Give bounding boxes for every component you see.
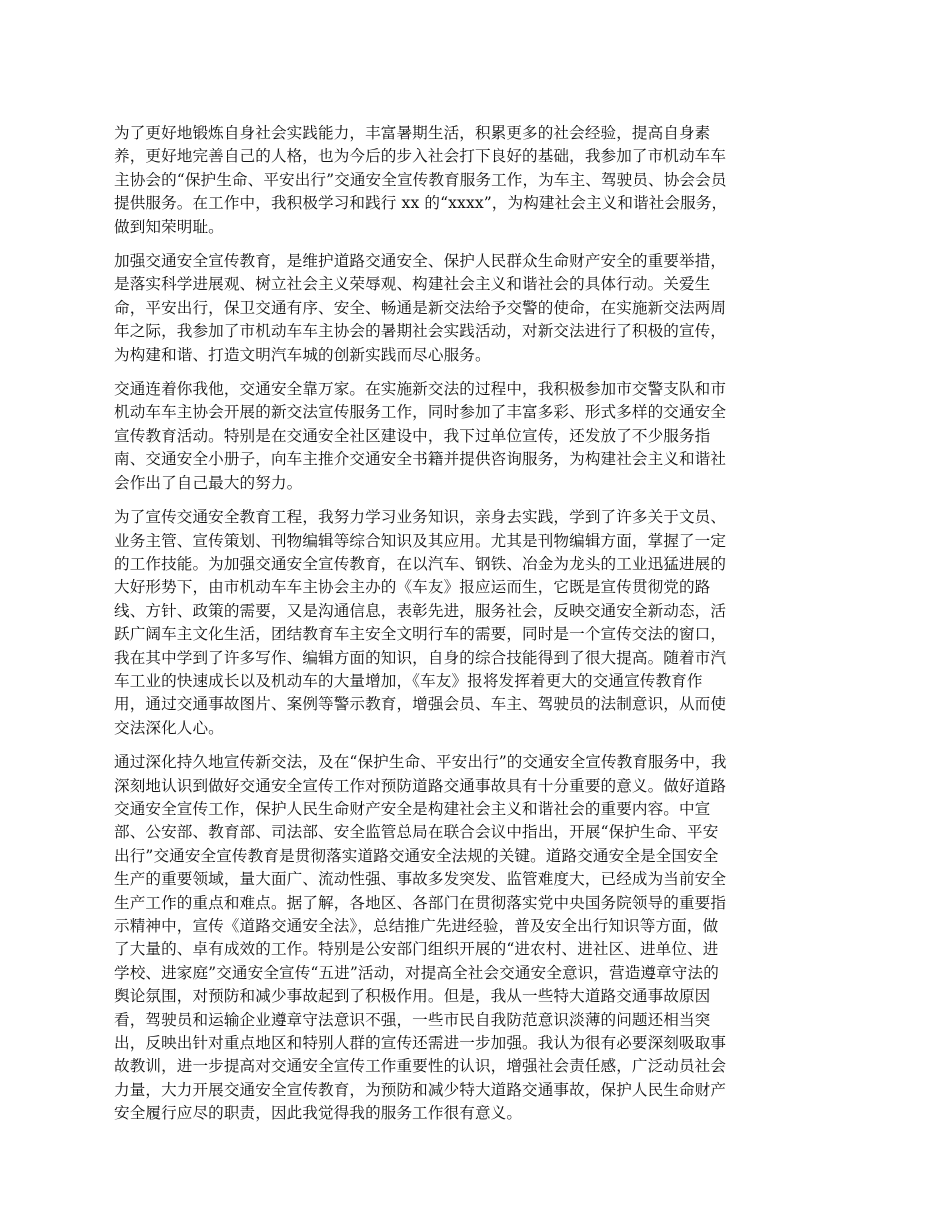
paragraph-5: 通过深化持久地宣传新交法，及在“保护生命、平安出行”的交通安全宣传教育服务中，我 深刻地认识到做好交通安全宣传工作对预防道路交通事故具有十分重要的意义。做好道路 交通安全宣传工作，保护人民生命财产安全是构建社会主义和谐社会的重要内容。中宣 部、公安部、教育部、司法部、安全监管总局在联合会议中指出，开展“保护生命、平安 出行”交通安全宣传教育是贯彻落实道路交通安全法规的关键。道路交通安全是全国安全 生产的重要领域，量大面广、流动性强、事故多发突发、监管难度大，已经成为当前安全 生产工作的重点和难点。据了解，各地区、各部门在贯彻落实党中央国务院领导的重要指 示精神中，宣传《道路交通安全法》，总结推广先进经验，普及安全出行知识等方面，做 了大量的、卓有成效的工作。特别是公安部门组织开展的“进农村、进社区、进单位、进 学校、进家庭”交通安全宣传“五进”活动，对提高全社会交通安全意识，营造遵章守法的 舆论氛围，对预防和减少事故起到了积极作用。但是，我从一些特大道路交通事故原因 看，驾驶员和运输企业遵章守法意识不强，一些市民自我防范意识淡薄的问题还相当突 出，反映出针对重点地区和特别人群的宣传还需进一步加强。我认为很有必要深刻吸取事 故教训，进一步提高对交通安全宣传工作重要性的认识，增强社会责任感，广泛动员社会 力量，大力开展交通安全宣传教育，为预防和减少特大道路交通事故，保护人民生命财产 安全履行应尽的职责，因此我觉得我的服务工作很有意义。 — [114, 753, 727, 1123]
paragraph-4: 为了宣传交通安全教育工程，我努力学习业务知识，亲身去实践，学到了许多关于文员、 业务主管、宣传策划、刊物编辑等综合知识及其应用。尤其是刊物编辑方面，掌握了一定 的工作技能。为加强交通安全宣传教育，在以汽车、钢铁、冶金为龙头的工业迅猛进展的 大好形势下，由市机动车车主协会主办的《车友》报应运而生，它既是宣传贯彻党的路 线、方针、政策的需要，又是沟通信息，表彰先进，服务社会，反映交通安全新动态，活 跃广阔车主文化生活，团结教育车主安全文明行车的需要，同时是一个宣传交法的窗口， 我在其中学到了许多写作、编辑方面的知识，自身的综合技能得到了很大提高。随着市汽 车工业的快速成长以及机动车的大量增加，《车友》报将发挥着更大的交通宣传教育作 用，通过交通事故图片、案例等警示教育，增强会员、车主、驾驶员的法制意识，从而使 交法深化人心。 — [114, 508, 727, 737]
document-body — [114, 122, 840, 1137]
paragraph-1: 为了更好地锻炼自身社会实践能力，丰富暑期生活，积累更多的社会经验，提高自身素 养，更好地完善自己的人格，也为今后的步入社会打下良好的基础，我参加了市机动车车 主协会的“保护生命、平安出行”交通安全宣传教育服务工作，为车主、驾驶员、协会会员 提供服务。在工作中，我积极学习和践行 xx 的“xxxx”，为构建社会主义和谐社会服务， 做到知荣明耻。 — [114, 124, 728, 236]
paragraph-3: 交通连着你我他，交通安全靠万家。在实施新交法的过程中，我积极参加市交警支队和市 机动车车主协会开展的新交法宣传服务工作，同时参加了丰富多彩、形式多样的交通安全 宣传教育活动。特别是在交通安全社区建设中，我下过单位宣传，还发放了不少服务指 南、交通安全小册子，向车主推介交通安全书籍并提供咨询服务，为构建社会主义和谐社 会作出了自己最大的努力。 — [114, 380, 727, 492]
paragraph-2: 加强交通安全宣传教育，是维护道路交通安全、保护人民群众生命财产安全的重要举措， 是落实科学进展观、树立社会主义荣辱观、构建社会主义和谐社会的具体行动。关爱生 命，平安出行，保卫交通有序、安全、畅通是新交法给予交警的使命，在实施新交法两周 年之际，我参加了市机动车车主协会的暑期社会实践活动，对新交法进行了积极的宣传， 为构建和谐、打造文明汽车城的创新实践而尽心服务。 — [114, 252, 727, 364]
